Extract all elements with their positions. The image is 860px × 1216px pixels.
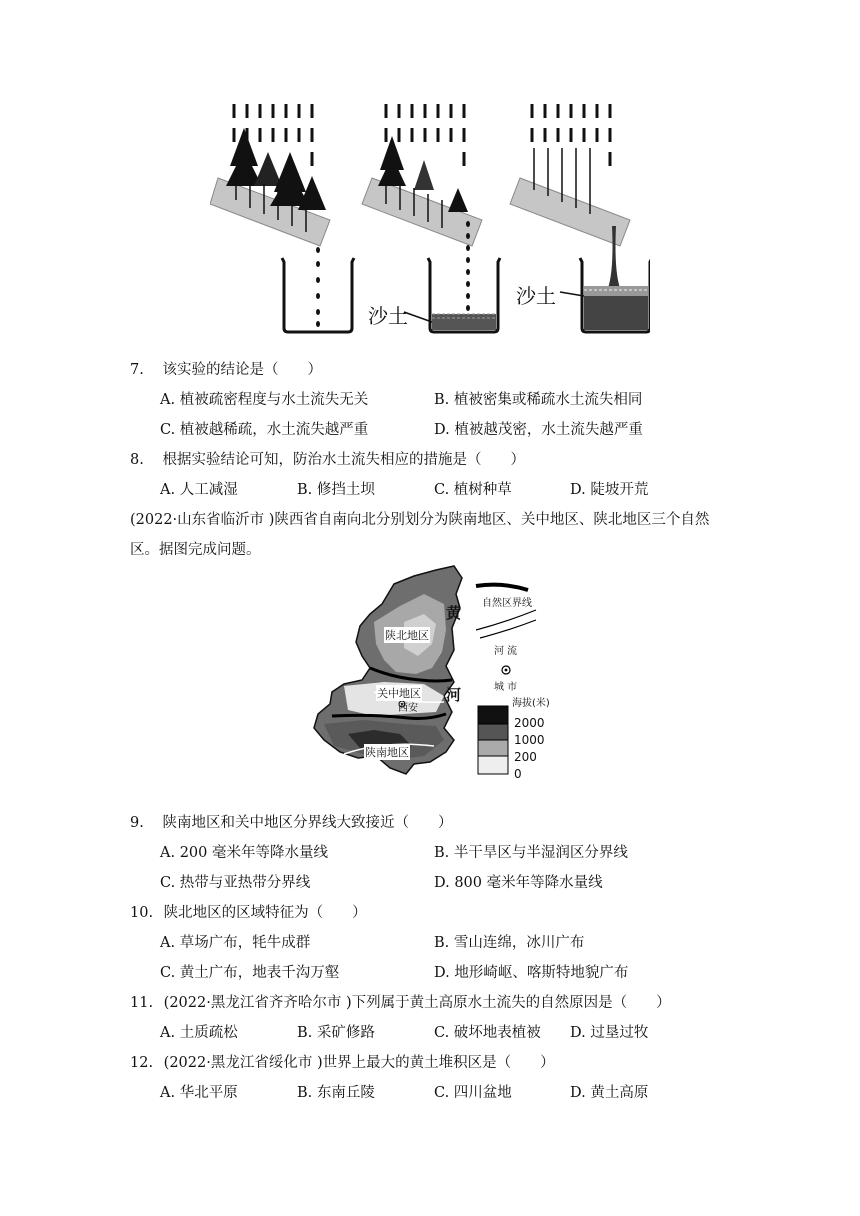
question-11: [130, 994, 671, 1012]
q12-option-d[interactable]: D. 黄土高原: [570, 1085, 649, 1101]
question-number: 12.: [130, 1055, 154, 1071]
q12-option-c[interactable]: C. 四川盆地: [434, 1085, 512, 1101]
question-number: 10.: [130, 905, 154, 921]
question-number: 8.: [130, 452, 144, 468]
q7-option-c[interactable]: C. 植被越稀疏，水土流失越严重: [160, 422, 369, 438]
question-text: (2022·黑龙江省齐齐哈尔市 )下列属于黄土高原水土流失的自然原因是（ ）: [163, 995, 671, 1011]
q8-option-b[interactable]: B. 修挡土坝: [297, 482, 375, 498]
q9-option-b[interactable]: B. 半干旱区与半湿润区分界线: [434, 845, 628, 861]
map-label-xian: 西安: [398, 703, 418, 714]
intro-line-1: (2022·山东省临沂市 )陕西省自南向北分别划分为陕南地区、关中地区、陕北地区三个自然: [130, 512, 710, 528]
q8-option-a[interactable]: A. 人工减湿: [160, 482, 238, 498]
intro-line-2: 区。据图完成问题。: [130, 542, 261, 558]
map-label-north: 陕北地区: [385, 629, 429, 642]
sand-soil-label-1: 沙土: [368, 304, 408, 328]
q7-option-b[interactable]: B. 植被密集或稀疏水土流失相同: [434, 392, 643, 408]
q10-option-b[interactable]: B. 雪山连绵，冰川广布: [434, 935, 585, 951]
map-label-central: 关中地区: [377, 687, 421, 700]
question-text: (2022·黑龙江省绥化市 )世界上最大的黄土堆积区是（ ）: [163, 1055, 555, 1071]
q11-option-d[interactable]: D. 过垦过牧: [570, 1025, 649, 1041]
question-10: [130, 904, 367, 922]
sand-soil-label-2: 沙土: [516, 284, 556, 308]
q11-option-c[interactable]: C. 破坏地表植被: [434, 1025, 541, 1041]
q10-option-a[interactable]: A. 草场广布，牦牛成群: [160, 935, 311, 951]
panel-sparse-vegetation: [362, 104, 500, 332]
legend-level-2000: 2000: [514, 716, 545, 730]
q9-option-d[interactable]: D. 800 毫米年等降水量线: [434, 875, 603, 891]
question-text: 陕北地区的区域特征为（ ）: [163, 905, 367, 921]
question-text: 该实验的结论是（ ）: [162, 362, 322, 378]
q10-option-d[interactable]: D. 地形崎岖、喀斯特地貌广布: [434, 965, 629, 981]
question-number: 7.: [130, 362, 144, 378]
map-province-shape: [314, 566, 462, 774]
q9-option-c[interactable]: C. 热带与亚热带分界线: [160, 875, 311, 891]
q8-option-c[interactable]: C. 植树种草: [434, 482, 512, 498]
question-12: [130, 1054, 555, 1072]
q8-option-d[interactable]: D. 陡坡开荒: [570, 482, 649, 498]
legend-city-label: 城 市: [494, 682, 518, 693]
question-7: [130, 361, 322, 379]
question-text: 根据实验结论可知，防治水土流失相应的措施是（ ）: [162, 452, 525, 468]
map-label-river-1: 黄: [446, 604, 462, 622]
map-label-river-2: 河: [446, 686, 462, 704]
q10-option-c[interactable]: C. 黄土广布，地表千沟万壑: [160, 965, 340, 981]
question-text: 陕南地区和关中地区分界线大致接近（ ）: [162, 815, 453, 831]
q12-option-a[interactable]: A. 华北平原: [160, 1085, 238, 1101]
q7-option-a[interactable]: A. 植被疏密程度与水土流失无关: [160, 392, 369, 408]
legend-boundary-label: 自然区界线: [482, 598, 532, 609]
map-label-south: 陕南地区: [365, 746, 409, 759]
legend-elevation-title: 海拔(米): [512, 698, 550, 709]
question-number: 11.: [130, 995, 154, 1011]
legend-level-0: 0: [514, 767, 522, 781]
question-number: 9.: [130, 815, 144, 831]
q11-option-a[interactable]: A. 土质疏松: [160, 1025, 238, 1041]
legend-river-label: 河 流: [494, 646, 518, 657]
panel-dense-vegetation: [210, 104, 354, 332]
question-9: [130, 814, 452, 832]
q7-option-d[interactable]: D. 植被越茂密，水土流失越严重: [434, 422, 643, 438]
soil-erosion-experiment-figure: [210, 100, 650, 336]
q12-option-b[interactable]: B. 东南丘陵: [297, 1085, 375, 1101]
q9-option-a[interactable]: A. 200 毫米年等降水量线: [160, 845, 328, 861]
question-8: [130, 451, 525, 469]
legend-level-1000: 1000: [514, 733, 545, 747]
q11-option-b[interactable]: B. 采矿修路: [297, 1025, 375, 1041]
legend-level-200: 200: [514, 750, 537, 764]
